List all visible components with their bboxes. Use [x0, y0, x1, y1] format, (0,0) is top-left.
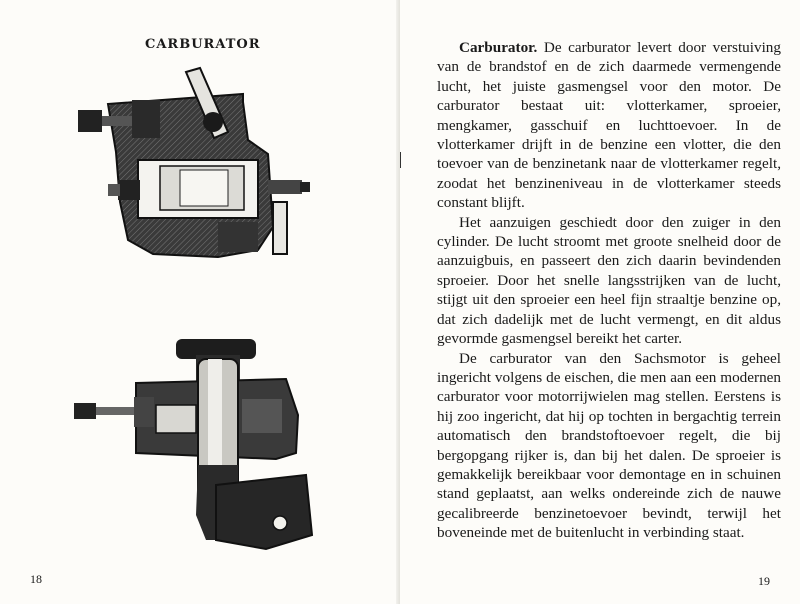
body-text: [437, 38, 781, 543]
carburetor-section-illustration: [68, 62, 318, 267]
margin-mark: [400, 152, 401, 168]
paragraph-text: De carburator van den Sachsmotor is geheel ingericht volgens de eischen, die men aan een modernen carburator voor motorrijwielen mag stellen. Eerstens is hij zoo ingericht, dat hij op tochten in bergachtig terrein automatisch den brandstoftoevoer regelt, die bij bergopgang rijker is, dan bij het dalen. De sproeier is gemakkelijk bereikbaar voor demontage en in schuinen stand geplaatst, aan welks ondereinde zich de nauwe gecalibreerde benzinetoevoer bevindt, terwijl het boveneinde met de buitenlucht in verbinding staat.: [437, 349, 781, 542]
paragraph: [437, 38, 781, 213]
figure-heading: CARBURATOR: [145, 37, 261, 52]
paragraph-text: De carburator levert door verstuiving van de brandstof en de zich daarmede vermengende lucht, het juiste gasmengsel voor den motor. De carburator bestaat uit: vlotterkamer, sproeier, mengkamer, gasschuif en luchttoevoer. In de vlotterkamer drijft in de benzine een vlotter, die den toevoer van de benzinetank naar de vlotterkamer regelt, zoodat het benzineniveau in de vlotterkamer steeds constant blijft.: [437, 39, 781, 212]
paragraph: [437, 349, 781, 543]
paragraph-text: Het aanzuigen geschiedt door den zuiger in den cylinder. De lucht stroomt met groote snelheid door de aanzuigbuis, en passeert den zich daarin bevindenden sproeier. Door het snelle langsstrijken van de lucht, stijgt uit den sproeier een heel fijn straaltje benzine op, dat zich dadelijk met de lucht vermengt, en dit aldus gevormde gasmengsel bereikt het carter.: [437, 213, 781, 348]
page-number-right: 19: [758, 574, 770, 588]
page-number-left: 18: [30, 572, 42, 586]
paragraph-lead: Carburator.: [459, 39, 538, 56]
paragraph: [437, 213, 781, 349]
carburetor-exterior-illustration: [66, 335, 314, 555]
